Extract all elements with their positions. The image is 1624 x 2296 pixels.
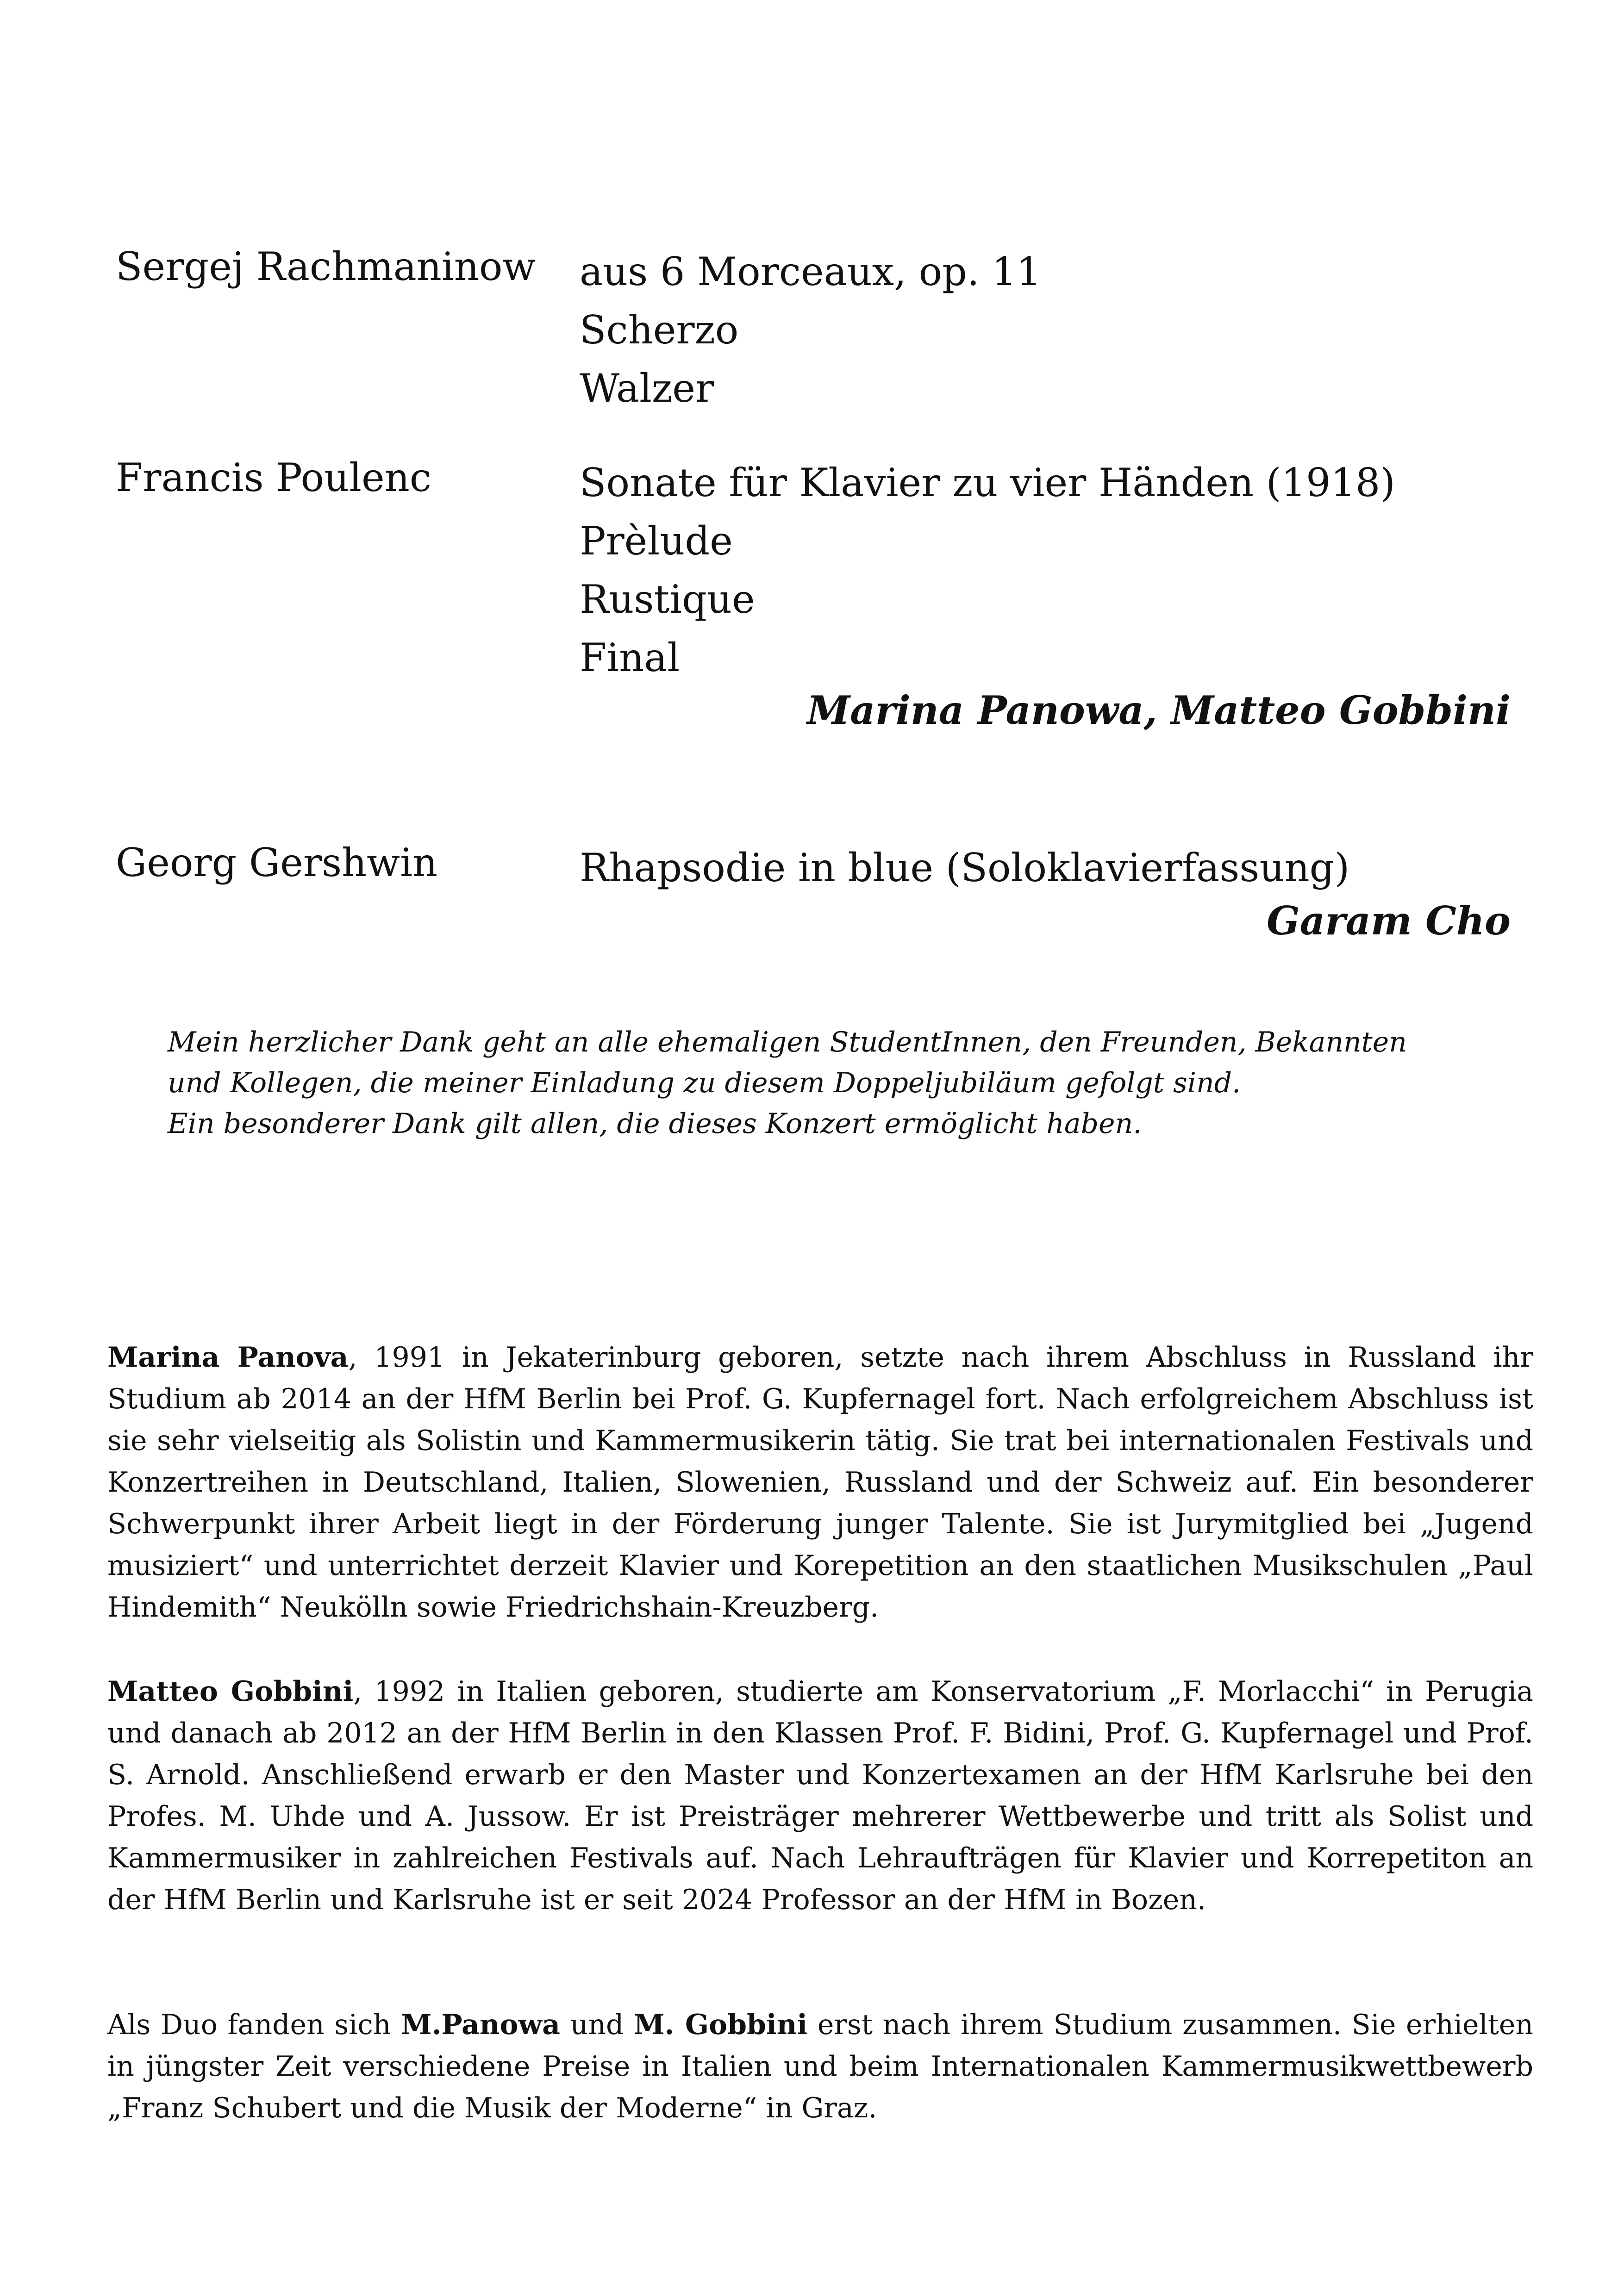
thanks-line: Mein herzlicher Dank geht an alle ehemaligen StudentInnen, den Freunden, Bekannten xyxy=(168,1026,1407,1058)
composer-name: Francis Poulenc xyxy=(116,455,431,500)
performers: Garam Cho xyxy=(1267,898,1511,944)
bio-text: , 1991 in Jekaterinburg geboren, setzte nach ihrem Abschluss in Russland ihr Studium ab 2014 an der HfM Berlin bei Prof. G. Kupfernagel fort. Nach erfolgreichem Abschluss ist sie sehr vielseitig als Solistin und Kammermusikerin tätig. Sie trat bei internationalen Festivals und Konzertreihen in Deutschland, Italien, Slowenien, Russland und der Schweiz auf. Ein besonderer Schwerpunkt ihrer Arbeit liegt in der Förderung junger Talente. Sie ist Jurymitglied bei „Jugend musiziert“ und unterrichtet derzeit Klavier und Korepetition an den staatlichen Musikschulen „Paul Hindemith“ Neukölln sowie Friedrichshain-Kreuzberg. xyxy=(107,1341,1533,1624)
work-title: Sonate für Klavier zu vier Händen (1918) xyxy=(580,460,1396,505)
bio-name: M. Gobbini xyxy=(634,2009,808,2041)
bio-connector: und xyxy=(560,2009,634,2041)
movement-title: Prèlude xyxy=(580,518,733,564)
movement-title: Rustique xyxy=(580,577,755,622)
work-block xyxy=(580,839,1349,897)
movement-title: Final xyxy=(580,635,680,680)
movement-title: Walzer xyxy=(580,366,714,411)
performers: Marina Panowa, Matteo Gobbini xyxy=(807,687,1511,733)
thanks-line: und Kollegen, die meiner Einladung zu diesem Doppeljubiläum gefolgt sind. xyxy=(168,1067,1241,1099)
composer-name: Georg Gershwin xyxy=(116,840,438,885)
work-block xyxy=(580,243,1041,417)
biography-duo xyxy=(107,2004,1533,2129)
movement-title: Scherzo xyxy=(580,307,739,353)
work-title: aus 6 Morceaux, op. 11 xyxy=(580,249,1042,294)
bio-intro: Als Duo fanden sich xyxy=(107,2009,401,2041)
work-block xyxy=(580,454,1395,687)
thanks-line: Ein besonderer Dank gilt allen, die dieses Konzert ermöglicht haben. xyxy=(168,1108,1142,1140)
bio-text: , 1992 in Italien geboren, studierte am Konservatorium „F. Morlacchi“ in Perugia und danach ab 2012 an der HfM Berlin in den Klassen Prof. F. Bidini, Prof. G. Kupfernagel und Prof. S. Arnold. Anschließend erwarb er den Master und Konzertexamen an der HfM Karlsruhe bei den Profes. M. Uhde und A. Jussow. Er ist Preisträger mehrerer Wettbewerbe und tritt als Solist und Kammermusiker in zahlreichen Festivals auf. Nach Lehraufträgen für Klavier und Korrepetiton an der HfM Berlin und Karlsruhe ist er seit 2024 Professor an der HfM in Bozen. xyxy=(107,1675,1533,1916)
biography-gobbini xyxy=(107,1671,1533,1921)
composer-name: Sergej Rachmaninow xyxy=(116,244,536,289)
bio-name: Matteo Gobbini xyxy=(107,1675,354,1708)
biography-panova xyxy=(107,1337,1533,1628)
thanks-note xyxy=(168,1022,1556,1144)
bio-name: M.Panowa xyxy=(401,2009,561,2041)
work-title: Rhapsodie in blue (Soloklavierfassung) xyxy=(580,845,1350,890)
bio-text: erst nach ihrem Studium zusammen. Sie erhielten in jüngster Zeit verschiedene Preise in Italien und beim Internationalen Kammermusikwettbewerb „Franz Schubert und die Musik der Moderne“ in Graz. xyxy=(107,2009,1534,2124)
bio-name: Marina Panova xyxy=(107,1341,349,1374)
